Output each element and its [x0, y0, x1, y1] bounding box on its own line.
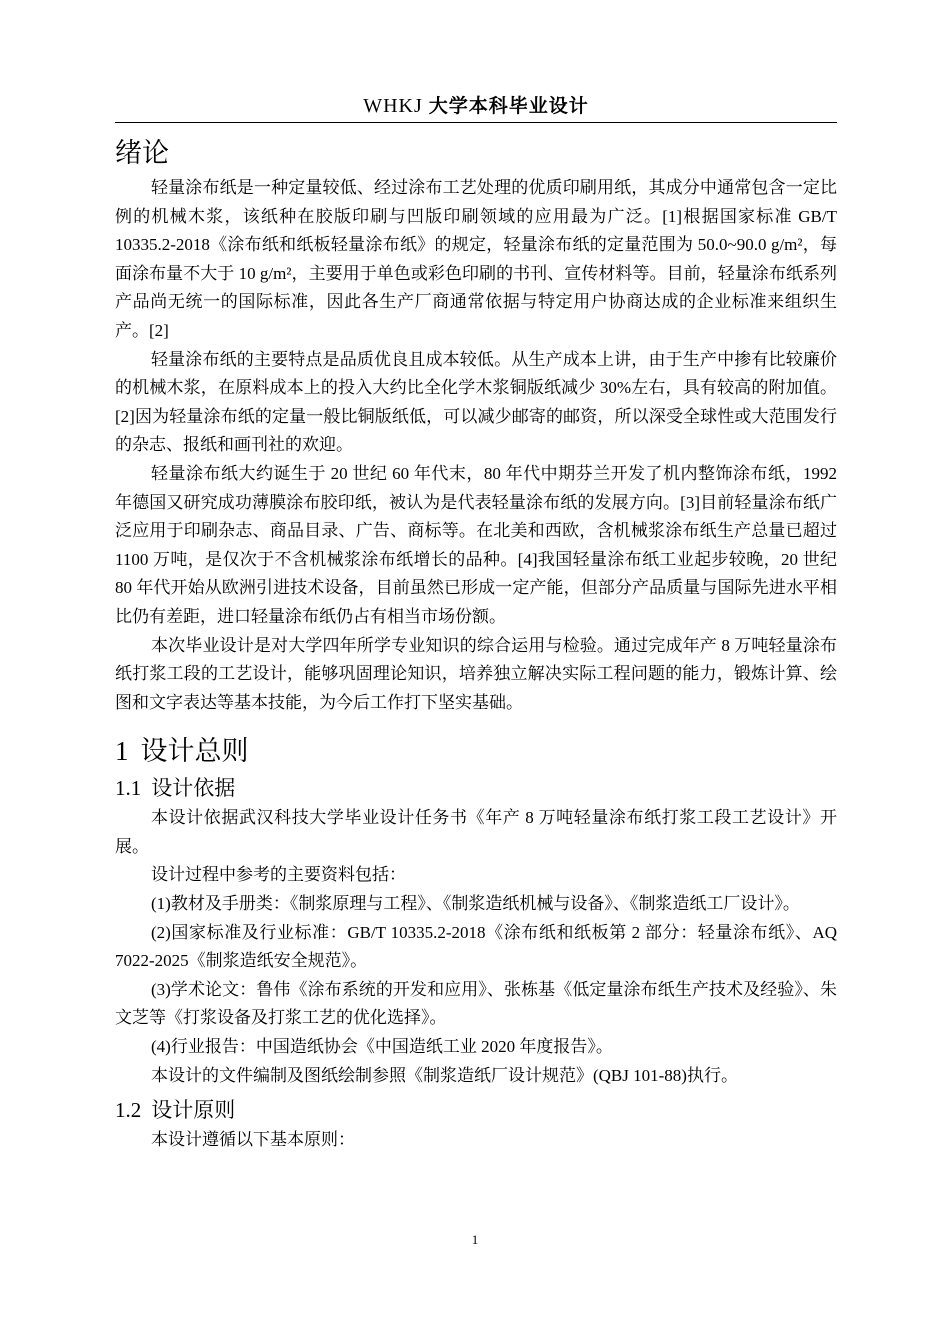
intro-paragraph: 本次毕业设计是对大学四年所学专业知识的综合运用与检验。通过完成年产 8 万吨轻量涂布纸打浆工段的工艺设计，能够巩固理论知识，培养独立解决实际工程问题的能力，锻炼计算、绘图和文字表达等基本技能，为今后工作打下坚实基础。	[115, 635, 837, 712]
section-heading	[115, 1094, 837, 1126]
reference-item: (1)教材及手册类：《制浆原理与工程》、《制浆造纸机械与设备》、《制浆造纸工厂设计》。	[151, 894, 800, 914]
reference-item: (4)行业报告：中国造纸协会《中国造纸工业 2020 年度报告》。	[151, 1037, 613, 1057]
chapter-number: 1	[115, 736, 129, 767]
intro-title: 绪论	[115, 138, 169, 169]
body-paragraph: 本设计依据武汉科技大学毕业设计任务书《年产 8 万吨轻量涂布纸打浆工段工艺设计》开展。	[115, 808, 837, 856]
body-paragraph: 设计过程中参考的主要资料包括：	[151, 865, 406, 885]
section-title: 设计依据	[151, 776, 236, 801]
page-header	[115, 92, 837, 123]
chapter-heading	[115, 731, 837, 772]
intro-paragraph: 轻量涂布纸是一种定量较低、经过涂布工艺处理的优质印刷用纸，其成分中通常包含一定比例的机械木浆，该纸种在胶版印刷与凹版印刷领域的应用最为广泛。[1]根据国家标准 GB/T 10335.2-2018《涂布纸和纸板轻量涂布纸》的规定，轻量涂布纸的定量范围为 50.0~90.0 g/m²，每面涂布量不大于 10 g/m²，主要用于单色或彩色印刷的书刊、宣传材料等。目前，轻量涂布纸系列产品尚无统一的国际标准，因此各生产厂商通常依据与特定用户协商达成的企业标准来组织生产。[2]	[115, 178, 837, 340]
intro-paragraph: 轻量涂布纸大约诞生于 20 世纪 60 年代末，80 年代中期芬兰开发了机内整饰涂布纸，1992 年德国又研究成功薄膜涂布胶印纸，被认为是代表轻量涂布纸的发展方向。[3]目前轻量涂布纸广泛应用于印刷杂志、商品目录、广告、商标等。在北美和西欧，含机械浆涂布纸生产总量已超过 1100 万吨，是仅次于不含机械浆涂布纸增长的品种。[4]我国轻量涂布纸工业起步较晚，20 世纪 80 年代开始从欧洲引进技术设备，目前虽然已形成一定产能，但部分产品质量与国际先进水平相比仍有差距，进口轻量涂布纸仍占有相当市场份额。	[115, 463, 837, 626]
intro-paragraph: 轻量涂布纸的主要特点是品质优良且成本较低。从生产成本上讲，由于生产中掺有比较廉价的机械木浆，在原料成本上的投入大约比全化学木浆铜版纸减少 30%左右，具有较高的附加值。[2]因为轻量涂布纸的定量一般比铜版纸低，可以减少邮寄的邮资，所以深受全球性或大范围发行的杂志、报纸和画刊社的欢迎。	[115, 349, 837, 455]
section-number: 1.1	[115, 776, 142, 801]
intro-heading	[115, 134, 837, 174]
body-paragraph: 本设计的文件编制及图纸绘制参照《制浆造纸厂设计规范》(QBJ 101-88)执行。	[151, 1065, 738, 1085]
chapter-title: 设计总则	[140, 736, 249, 768]
section-number: 1.2	[115, 1098, 142, 1123]
page-number: 1	[471, 1232, 479, 1247]
page-content	[115, 134, 837, 1155]
reference-item: (2)国家标准及行业标准：GB/T 10335.2-2018《涂布纸和纸板第 2 部分：轻量涂布纸》、AQ 7022-2025《制浆造纸安全规范》。	[115, 922, 837, 971]
header-latin: WHKJ	[363, 95, 423, 117]
section-heading	[115, 772, 837, 804]
section-title: 设计原则	[151, 1098, 236, 1123]
header-title: 大学本科毕业设计	[428, 95, 589, 117]
body-paragraph: 本设计遵循以下基本原则：	[151, 1130, 355, 1150]
reference-item: (3)学术论文：鲁伟《涂布系统的开发和应用》、张栋基《低定量涂布纸生产技术及经验》、朱文芝等《打浆设备及打浆工艺的优化选择》。	[115, 979, 837, 1028]
